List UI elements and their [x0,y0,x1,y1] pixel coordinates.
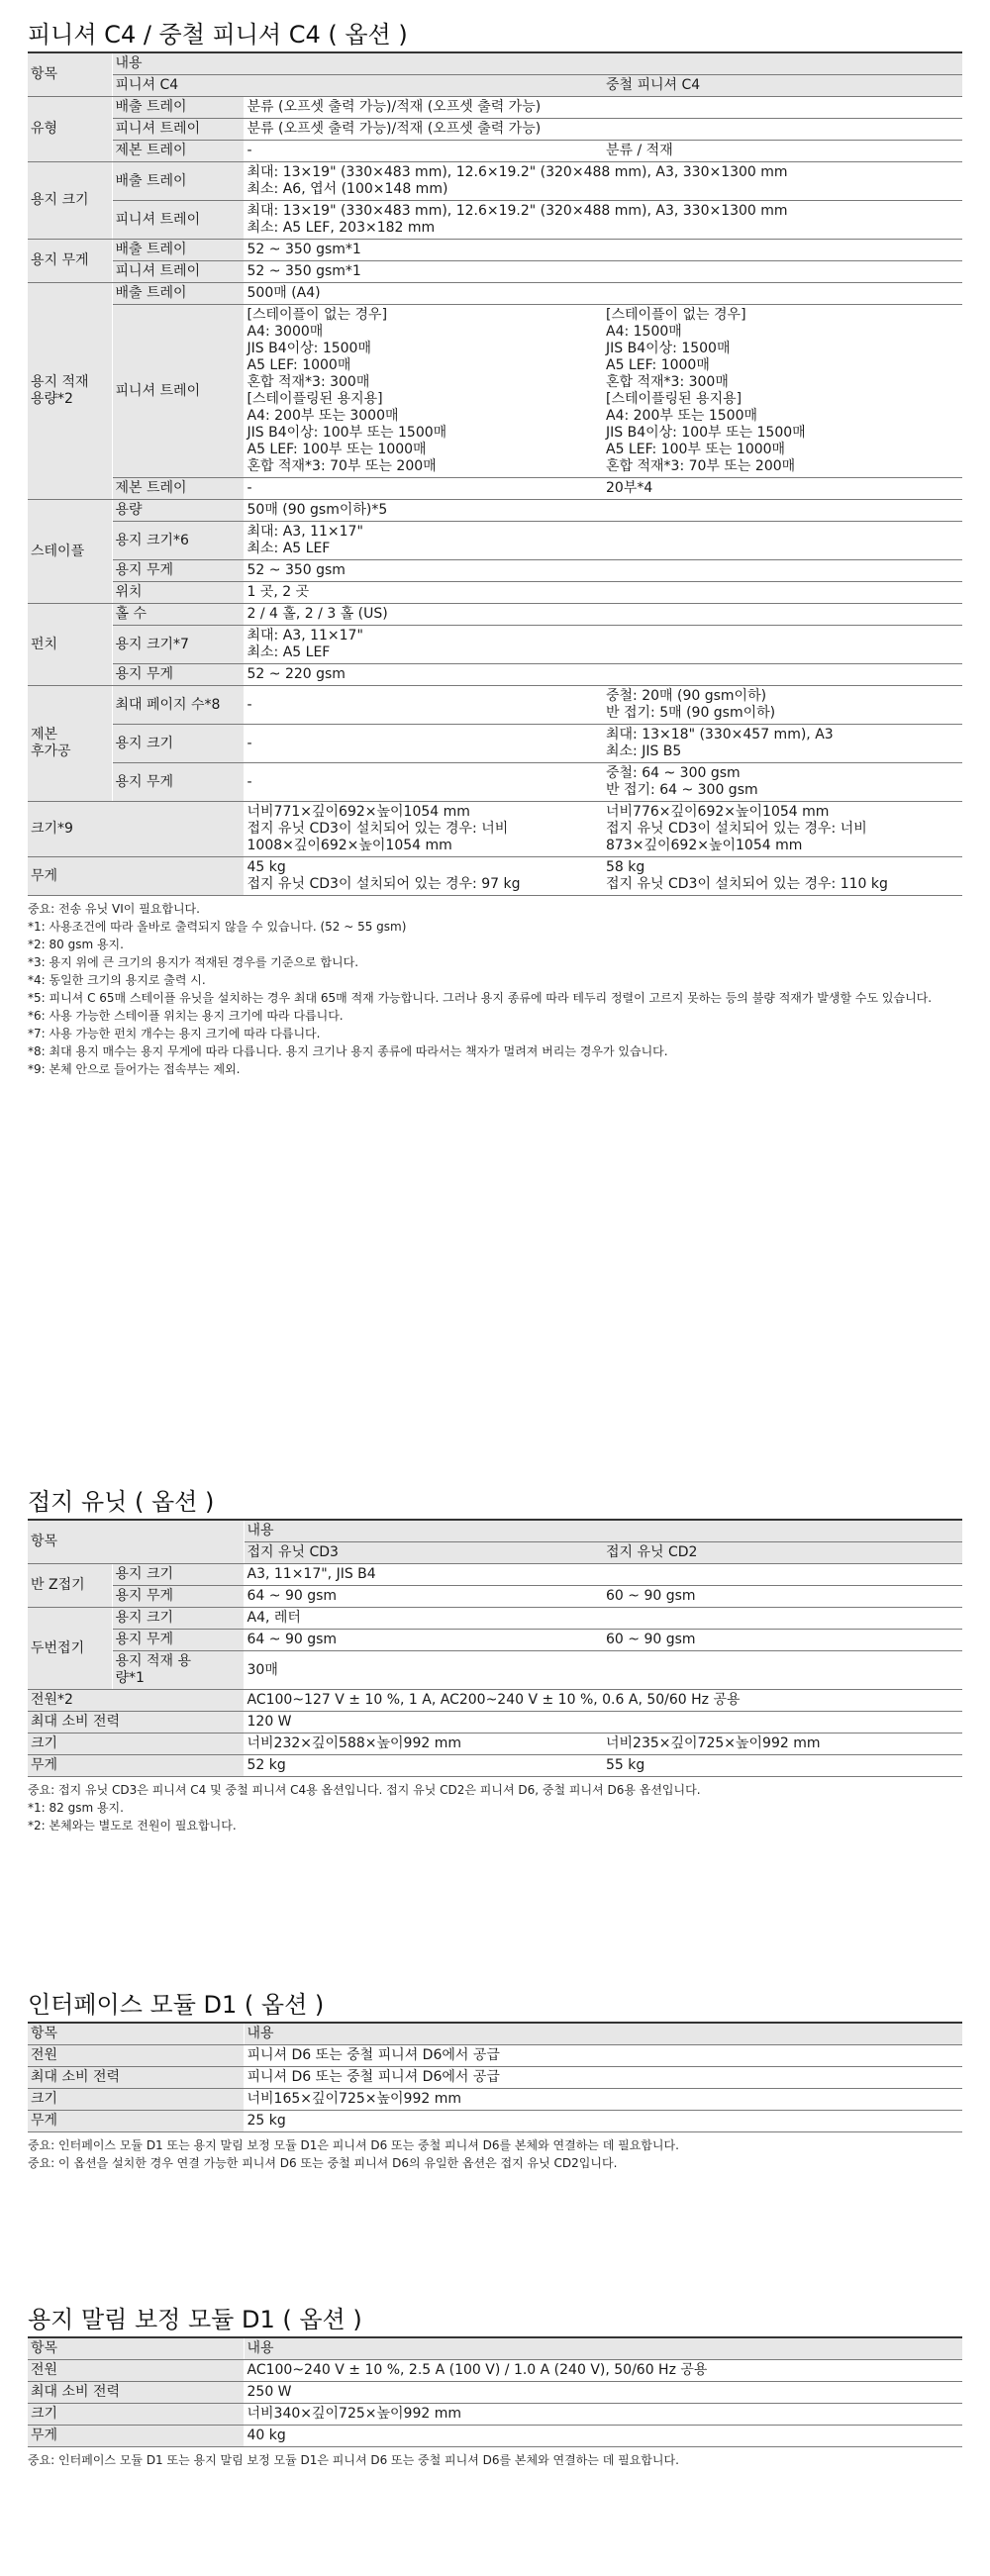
note: *9: 본체 안으로 들어가는 접속부는 제외. [28,1062,241,1076]
cell-value: 25 kg [244,2111,962,2132]
sub-label: 용지 크기 [112,725,244,763]
cell-value: 최대: 13×18" (330×457 mm), A3 최소: JIS B5 [603,725,962,763]
table-row [28,1564,962,1586]
cell-value: 20부*4 [603,478,962,500]
cell-value: [스테이플이 없는 경우] A4: 1500매 JIS B4이상: 1500매 A5 LEF: 1000매 혼합 적재*3: 300매 [스테이플링된 용지용] A4: 200부 또는 1500매 JIS B4이상: 100부 또는 1500매 A5 LEF: 100부 또는 1000매 혼합 적재*3: 70부 또는 200매 [603,305,962,478]
cell-value: 60 ~ 90 gsm [603,1630,962,1651]
cell-value: 최대: 13×19" (330×483 mm), 12.6×19.2" (320×488 mm), A3, 330×1300 mm 최소: A6, 엽서 (100×148 mm) [244,162,962,201]
cell-value: 2 / 4 홀, 2 / 3 홀 (US) [244,604,962,626]
cell-value: 최대: A3, 11×17" 최소: A5 LEF [244,522,962,560]
header-item: 항목 [28,53,112,97]
cell-value: 250 W [244,2382,962,2404]
sub-label: 용지 크기 [112,1564,244,1586]
table-row [28,1690,962,1712]
row-label: 크기 [28,2089,244,2111]
cell-value: 50매 (90 gsm이하)*5 [244,500,962,522]
cell-value: 너비776×깊이692×높이1054 mm 접지 유닛 CD3이 설치되어 있는 경우: 너비 873×깊이692×높이1054 mm [603,802,962,857]
table-row [28,2067,962,2089]
cell-value: 중철: 20매 (90 gsm이하) 반 접기: 5매 (90 gsm이하) [603,686,962,725]
table-row [28,1608,962,1630]
table-row [28,522,962,560]
row-label-punch: 펀치 [28,604,112,686]
note: *1: 사용조건에 따라 올바로 출력되지 않을 수 있습니다. (52 ~ 55 gsm) [28,920,407,934]
note: *2: 80 gsm 용지. [28,938,124,951]
cell-value: 52 ~ 350 gsm*1 [244,261,962,283]
row-label: 전원 [28,2045,244,2067]
spec-table-folding-unit [28,1521,962,1777]
cell-value: 64 ~ 90 gsm [244,1586,603,1608]
table-row [28,2360,962,2382]
sub-label: 위치 [112,582,244,604]
cell-value: 40 kg [244,2426,962,2447]
cell-value: 너비771×깊이692×높이1054 mm 접지 유닛 CD3이 설치되어 있는 경우: 너비 1008×깊이692×높이1054 mm [244,802,603,857]
sub-label: 배출 트레이 [112,240,244,261]
table-row [28,1734,962,1755]
cell-value: 너비165×깊이725×높이992 mm [244,2089,962,2111]
note: *1: 82 gsm 용지. [28,1801,124,1815]
row-label-capacity: 용지 적재 용량*2 [28,283,112,500]
row-label: 크기 [28,2404,244,2426]
note: *5: 피니셔 C 65매 스테이플 유닛을 설치하는 경우 최대 65매 적재 가능합니다. 그러나 용지 종류에 따라 테두리 정렬이 고르지 못하는 등의 불량 적재가 발생할 수도 있습니다. [28,991,933,1005]
note: 중요: 전송 유닛 VI이 필요합니다. [28,902,200,916]
note: *4: 동일한 크기의 용지로 출력 시. [28,973,206,987]
cell-value: - [244,686,603,725]
cell-value: 52 ~ 350 gsm [244,560,962,582]
table-row [28,725,962,763]
note: *7: 사용 가능한 펀치 개수는 용지 크기에 따라 다릅니다. [28,1027,321,1040]
cell-value: 너비232×깊이588×높이992 mm [244,1734,603,1755]
table-row [28,1630,962,1651]
sub-label: 용지 무게 [112,763,244,802]
cell-value: 1 곳, 2 곳 [244,582,962,604]
cell-value: 58 kg 접지 유닛 CD3이 설치되어 있는 경우: 110 kg [603,857,962,896]
notes-decurler-module [28,2451,962,2469]
table-header-row [28,1521,962,1542]
cell-value: A3, 11×17", JIS B4 [244,1564,962,1586]
sub-label: 피니셔 트레이 [112,119,244,141]
cell-value: 45 kg 접지 유닛 CD3이 설치되어 있는 경우: 97 kg [244,857,603,896]
header-cd2: 접지 유닛 CD2 [603,1542,962,1564]
section-decurler-module [28,2303,962,2469]
header-item: 항목 [28,2338,244,2360]
cell-value: 피니셔 D6 또는 중철 피니셔 D6에서 공급 [244,2045,962,2067]
spec-table-decurler-module [28,2338,962,2447]
section-finisher-c4 [28,18,962,1078]
sub-label: 피니셔 트레이 [112,201,244,240]
row-label: 전원 [28,2360,244,2382]
cell-value: 분류 (오프셋 출력 가능)/적재 (오프셋 출력 가능) [244,97,962,119]
notes-finisher-c4 [28,900,962,1078]
header-content: 내용 [244,1521,962,1542]
cell-value: 30매 [244,1651,962,1690]
table-row [28,857,962,896]
row-label-size: 크기 [28,1734,244,1755]
cell-value: - [244,763,603,802]
table-row [28,2089,962,2111]
table-row [28,802,962,857]
cell-value: 52 kg [244,1755,603,1777]
table-row [28,240,962,261]
table-row [28,560,962,582]
cell-value: 최대: A3, 11×17" 최소: A5 LEF [244,626,962,664]
sub-label: 제본 트레이 [112,141,244,162]
cell-value: [스테이플이 없는 경우] A4: 3000매 JIS B4이상: 1500매 A5 LEF: 1000매 혼합 적재*3: 300매 [스테이플링된 용지용] A4: 200부 또는 3000매 JIS B4이상: 100부 또는 1500매 A5 LEF: 100부 또는 1000매 혼합 적재*3: 70부 또는 200매 [244,305,603,478]
header-content: 내용 [244,2338,962,2360]
table-row [28,2382,962,2404]
note: 중요: 인터페이스 모듈 D1 또는 용지 말림 보정 모듈 D1은 피니셔 D6 또는 중철 피니셔 D6를 본체와 연결하는 데 필요합니다. [28,2453,679,2467]
note: 중요: 인터페이스 모듈 D1 또는 용지 말림 보정 모듈 D1은 피니셔 D6 또는 중철 피니셔 D6를 본체와 연결하는 데 필요합니다. [28,2138,679,2152]
table-row [28,763,962,802]
row-label-paper-weight: 용지 무게 [28,240,112,283]
row-label-size: 크기*9 [28,802,244,857]
sub-label: 제본 트레이 [112,478,244,500]
note: *2: 본체와는 별도로 전원이 필요합니다. [28,1819,237,1833]
table-row [28,97,962,119]
sub-label: 용지 무게 [112,1586,244,1608]
section-title-decurler-module: 용지 말림 보정 모듈 D1 ( 옵션 ) [28,2303,962,2338]
table-row [28,1586,962,1608]
note: *8: 최대 용지 매수는 용지 무게에 따라 다릅니다. 용지 크기나 용지 종류에 따라서는 책자가 멀려져 버리는 경우가 있습니다. [28,1044,668,1058]
sub-label: 용지 크기*7 [112,626,244,664]
sub-label: 최대 페이지 수*8 [112,686,244,725]
sub-label: 용지 무게 [112,560,244,582]
cell-value: 120 W [244,1712,962,1734]
row-label-zfold: 반 Z접기 [28,1564,112,1608]
cell-value: AC100~127 V ± 10 %, 1 A, AC200~240 V ± 10 %, 0.6 A, 50/60 Hz 공용 [244,1690,962,1712]
table-row [28,283,962,305]
row-label: 최대 소비 전력 [28,2382,244,2404]
table-row [28,141,962,162]
sub-label: 피니셔 트레이 [112,261,244,283]
table-row [28,1712,962,1734]
sub-label: 용지 무게 [112,1630,244,1651]
row-label: 무게 [28,2111,244,2132]
table-row [28,686,962,725]
table-row [28,582,962,604]
table-header-subrow [28,75,962,97]
table-row [28,2426,962,2447]
spec-table-finisher-c4 [28,53,962,896]
table-row [28,305,962,478]
table-row [28,1755,962,1777]
header-item: 항목 [28,2024,244,2045]
notes-interface-module [28,2136,962,2172]
header-content: 내용 [112,53,962,75]
cell-value: 500매 (A4) [244,283,962,305]
sub-label: 용지 크기 [112,1608,244,1630]
header-item: 항목 [28,1521,244,1564]
note: *3: 용지 위에 큰 크기의 용지가 적재된 경우를 기준으로 합니다. [28,955,359,969]
cell-value: 너비340×깊이725×높이992 mm [244,2404,962,2426]
table-row [28,2404,962,2426]
row-label: 최대 소비 전력 [28,2067,244,2089]
section-title-finisher-c4: 피니셔 C4 / 중철 피니셔 C4 ( 옵션 ) [28,18,962,53]
cell-value: - [244,141,603,162]
header-finisher-c4: 피니셔 C4 [112,75,603,97]
spec-table-interface-module [28,2024,962,2132]
cell-value: 64 ~ 90 gsm [244,1630,603,1651]
cell-value: 분류 (오프셋 출력 가능)/적재 (오프셋 출력 가능) [244,119,962,141]
cell-value: 52 ~ 220 gsm [244,664,962,686]
sub-label: 배출 트레이 [112,162,244,201]
section-folding-unit [28,1485,962,1834]
cell-value: 60 ~ 90 gsm [603,1586,962,1608]
section-title-folding-unit: 접지 유닛 ( 옵션 ) [28,1485,962,1521]
row-label-paper-size: 용지 크기 [28,162,112,240]
row-label-max-power: 최대 소비 전력 [28,1712,244,1734]
cell-value: 피니셔 D6 또는 중철 피니셔 D6에서 공급 [244,2067,962,2089]
sub-label: 배출 트레이 [112,97,244,119]
note: 중요: 이 옵션을 설치한 경우 연결 가능한 피니셔 D6 또는 중철 피니셔 D6의 유일한 옵션은 접지 유닛 CD2입니다. [28,2156,618,2170]
sub-label: 용지 크기*6 [112,522,244,560]
sub-label: 용량 [112,500,244,522]
sub-label: 피니셔 트레이 [112,305,244,478]
row-label-twofold: 두번접기 [28,1608,112,1690]
section-title-interface-module: 인터페이스 모듈 D1 ( 옵션 ) [28,1988,962,2024]
row-label-weight: 무게 [28,1755,244,1777]
row-label-type: 유형 [28,97,112,162]
cell-value: A4, 레터 [244,1608,962,1630]
table-header-row [28,53,962,75]
note: *6: 사용 가능한 스테이플 위치는 용지 크기에 따라 다릅니다. [28,1009,344,1023]
note: 중요: 접지 유닛 CD3은 피니셔 C4 및 중철 피니셔 C4용 옵션입니다. 접지 유닛 CD2은 피니셔 D6, 중철 피니셔 D6용 옵션입니다. [28,1783,701,1797]
header-content: 내용 [244,2024,962,2045]
table-row [28,2111,962,2132]
notes-folding-unit [28,1781,962,1834]
cell-value: AC100~240 V ± 10 %, 2.5 A (100 V) / 1.0 A (240 V), 50/60 Hz 공용 [244,2360,962,2382]
table-row [28,162,962,201]
row-label-booklet: 제본 후가공 [28,686,112,802]
sub-label: 용지 무게 [112,664,244,686]
sub-label: 배출 트레이 [112,283,244,305]
cell-value: 분류 / 적재 [603,141,962,162]
row-label-power: 전원*2 [28,1690,244,1712]
table-row [28,626,962,664]
table-header-row [28,2024,962,2045]
table-row [28,2045,962,2067]
section-interface-module [28,1988,962,2172]
table-row [28,261,962,283]
table-header-row [28,2338,962,2360]
table-row [28,119,962,141]
table-row [28,500,962,522]
cell-value: 55 kg [603,1755,962,1777]
cell-value: 최대: 13×19" (330×483 mm), 12.6×19.2" (320×488 mm), A3, 330×1300 mm 최소: A5 LEF, 203×182 mm [244,201,962,240]
header-cd3: 접지 유닛 CD3 [244,1542,603,1564]
cell-value: - [244,725,603,763]
sub-label: 용지 적재 용 량*1 [112,1651,244,1690]
header-saddle-finisher-c4: 중철 피니셔 C4 [603,75,962,97]
table-row [28,604,962,626]
cell-value: - [244,478,603,500]
table-row [28,664,962,686]
sub-label: 홀 수 [112,604,244,626]
row-label-weight: 무게 [28,857,244,896]
row-label-staple: 스테이플 [28,500,112,604]
row-label: 무게 [28,2426,244,2447]
table-row [28,201,962,240]
cell-value: 너비235×깊이725×높이992 mm [603,1734,962,1755]
table-row [28,478,962,500]
cell-value: 중철: 64 ~ 300 gsm 반 접기: 64 ~ 300 gsm [603,763,962,802]
cell-value: 52 ~ 350 gsm*1 [244,240,962,261]
table-row [28,1651,962,1690]
